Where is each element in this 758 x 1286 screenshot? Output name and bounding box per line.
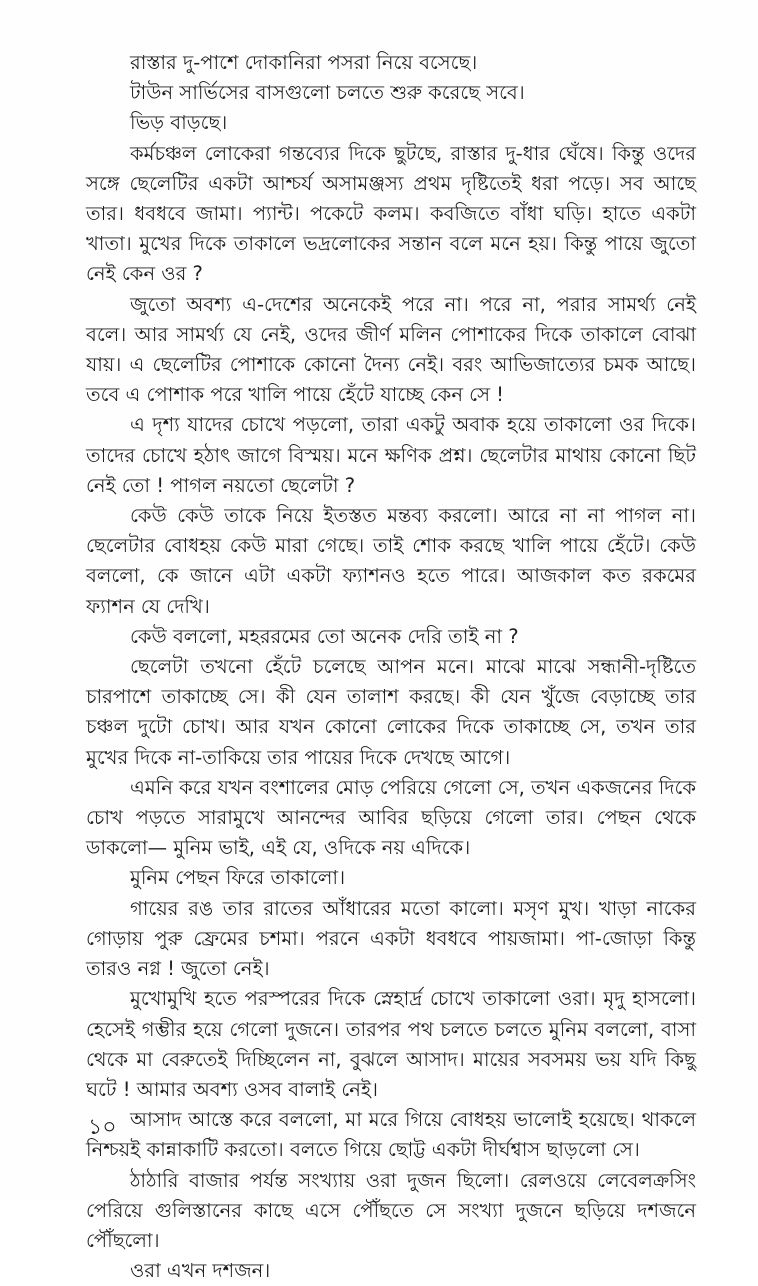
paragraph: এমনি করে যখন বংশালের মোড় পেরিয়ে গেলো সে, তখন একজনের দিকে চোখ পড়তে সারামুখে আনন্দের আবির ছড়িয়ে গেলো তার। পেছন থেকে ডাকলো— মুনিম ভাই, এই যে, ওদিকে নয় এদিকে। [86,775,696,860]
paragraph: মুনিম পেছন ফিরে তাকালো। [130,866,346,890]
paragraph: মুখোমুখি হতে পরস্পরের দিকে স্নেহার্দ্র চোখে তাকালো ওরা। মৃদু হাসলো। হেসেই গম্ভীর হয়ে গেলো দুজনে। তারপর পথ চলতে চলতে মুনিম বললো, বাসা থেকে মা বেরুতেই দিচ্ছিলেন না, বুঝলে আসাদ। মায়ের সবসময় ভয় যদি কিছু ঘটে ! আমার অবশ্য ওসব বালাই নেই। [86,987,696,1101]
paragraph: কেউ কেউ তাকে নিয়ে ইতস্তত মন্তব্য করলো। আরে না না পাগল না। ছেলেটার বোধহয় কেউ মারা গেছে। তাই শোক করছে খালি পায়ে হেঁটে। কেউ বললো, কে জানে এটা একটা ফ্যাশনও হতে পারে। আজকাল কত রকমের ফ্যাশন যে দেখি। [86,504,696,618]
paragraph: আসাদ আস্তে করে বললো, মা মরে গিয়ে বোধহয় ভালোই হয়েছে। থাকলে নিশ্চয়ই কান্নাকাটি করতো। বলতে গিয়ে ছোট্ট একটা দীর্ঘশ্বাস ছাড়লো সে। [86,1108,696,1162]
paragraph: ঠাঠারি বাজার পর্যন্ত সংখ্যায় ওরা দুজন ছিলো। রেলওয়ে লেবেলক্রসিং পেরিয়ে গুলিস্তানের কাছে এসে পৌঁছতে সে সংখ্যা দুজনে ছড়িয়ে দশজনে পৌঁছলো। [86,1168,696,1252]
paragraph: কর্মচঞ্চল লোকেরা গন্তব্যের দিকে ছুটছে, রাস্তার দু-ধার ঘেঁষে। কিন্তু ওদের সঙ্গে ছেলেটির একটা আশ্চর্য অসামঞ্জস্য প্রথম দৃষ্টিতেই ধরা পড়ে। সব আছে তার। ধবধবে জামা। প্যান্ট। পকেটে কলম। কবজিতে বাঁধা ঘড়ি। হাতে একটা খাতা। মুখের দিকে তাকালে ভদ্রলোকের সন্তান বলে মনে হয়। কিন্তু পায়ে জুতো নেই কেন ওর ? [86,141,696,286]
paragraph: গায়ের রঙ তার রাতের আঁধারের মতো কালো। মসৃণ মুখ। খাড়া নাকের গোড়ায় পুরু ফ্রেমের চশমা। পরনে একটা ধবধবে পায়জামা। পা-জোড়া কিন্তু তারও নগ্ন ! জুতো নেই। [86,896,696,981]
paragraph: ভিড় বাড়ছে। [130,111,228,135]
paragraph: এ দৃশ্য যাদের চোখে পড়লো, তারা একটু অবাক হয়ে তাকালো ওর দিকে। তাদের চোখে হঠাৎ জাগে বিস্ময়। মনে ক্ষণিক প্রশ্ন। ছেলেটার মাথায় কোনো ছিট নেই তো ! পাগল নয়তো ছেলেটা ? [86,413,696,497]
paragraph: ওরা এখন দশজন। [130,1259,271,1283]
paragraph: কেউ বললো, মহররমের তো অনেক দেরি তাই না ? [130,624,519,648]
body-text [86,48,696,1286]
paragraph: ছেলেটা তখনো হেঁটে চলেছে আপন মনে। মাঝে মাঝে সন্ধানী-দৃষ্টিতে চারপাশে তাকাচ্ছে সে। কী যেন তালাশ করছে। কী যেন খুঁজে বেড়াচ্ছে তার চঞ্চল দুটো চোখ। আর যখন কোনো লোকের দিকে তাকাচ্ছে সে, তখন তার মুখের দিকে না-তাকিয়ে তার পায়ের দিকে দেখছে আগে। [86,655,696,769]
paragraph: রাস্তার দু-পাশে দোকানিরা পসরা নিয়ে বসেছে। [130,51,478,74]
paragraph: টাউন সার্ভিসের বাসগুলো চলতে শুরু করেছে সবে। [130,81,525,105]
paragraph: জুতো অবশ্য এ-দেশের অনেকেই পরে না। পরে না, পরার সামর্থ্য নেই বলে। আর সামর্থ্য যে নেই, ওদের জীর্ণ মলিন পোশাকের দিকে তাকালে বোঝা যায়। এ ছেলেটির পোশাকে কোনো দৈন্য নেই। বরং আভিজাত্যের চমক আছে। তবে এ পোশাক পরে খালি পায়ে হেঁটে যাচ্ছে কেন সে ! [86,292,696,407]
page-number: ১০ [88,1115,117,1140]
